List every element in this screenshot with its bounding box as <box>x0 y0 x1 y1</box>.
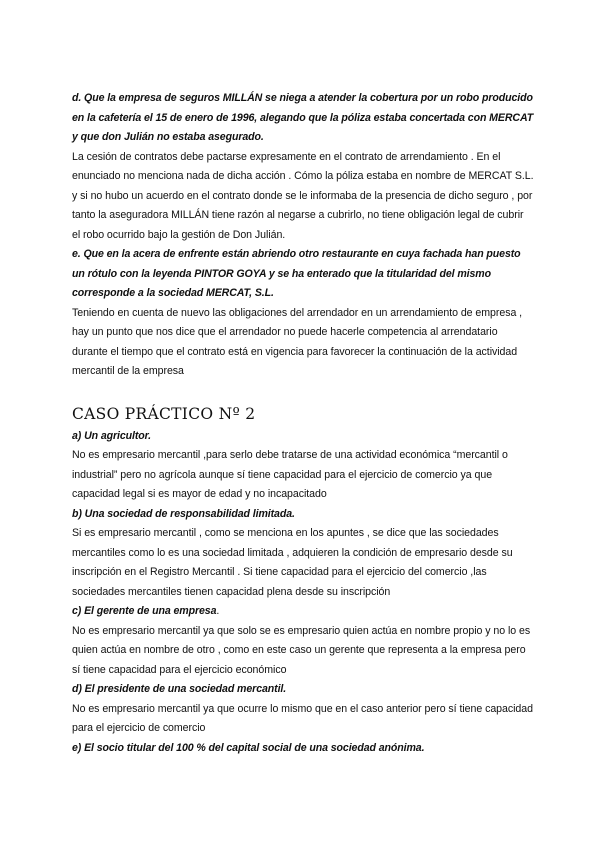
answer-e: Teniendo en cuenta de nuevo las obligaciones del arrendador en un arrendamiento de empresa , hay un punto que nos dice que el arrendador no puede hacerle competencia al arrendatario durante el tiempo que el contrato está en vigencia para favorecer la continuación de la actividad mercantil de la empresa <box>72 306 523 377</box>
case-title: CASO PRÁCTICO Nº 2 <box>72 404 256 423</box>
item-b-question: b) Una sociedad de responsabilidad limitada. <box>72 507 295 520</box>
item-a-answer: No es empresario mercantil ,para serlo debe tratarse de una actividad económica “mercantil o industrial” pero no agrícola aunque sí tiene capacidad para el ejercicio de comercio ya que capacidad legal si es mayor de edad y no incapacitado <box>72 449 508 500</box>
answer-d: La cesión de contratos debe pactarse expresamente en el contrato de arrendamiento . En el enunciado no menciona nada de dicha acción . Cómo la póliza estaba en nombre de MERCAT S.L. y si no hubo un acuerdo en el contrato donde se le informaba de la presencia de dicho seguro , por tanto la aseguradora MILLÁN tiene razón al negarse a cubrirlo, no tiene obligación legal de cubrir el robo ocurrido bajo la gestión de Don Julián. <box>72 150 534 241</box>
item-c-question <box>72 602 534 622</box>
item-e-question: e) El socio titular del 100 % del capital social de una sociedad anónima. <box>72 741 425 754</box>
item-c-question-suffix: . <box>216 605 220 617</box>
item-c-question-text: c) El gerente de una empresa <box>72 605 217 617</box>
item-c-answer: No es empresario mercantil ya que solo se es empresario quien actúa en nombre propio y no lo es quien actúa en nombre de otro , como en este caso un gerente que representa a la empresa pero sí tiene capacidad para el ejercicio económico <box>72 624 531 676</box>
item-a-question: a) Un agricultor. <box>72 429 151 442</box>
question-d: d. Que la empresa de seguros MILLÁN se niega a atender la cobertura por un robo producido en la cafetería el 15 de enero de 1996, alegando que la póliza estaba concertada con MERCAT y que don Julián no estaba asegurado. <box>72 92 534 143</box>
question-e: e. Que en la acera de enfrente están abriendo otro restaurante en cuya fachada han puesto un rótulo con la leyenda PINTOR GOYA y se ha enterado que la titularidad del mismo corresponde a la sociedad MERCAT, S.L. <box>72 248 521 299</box>
document-body <box>72 89 534 758</box>
item-d-answer: No es empresario mercantil ya que ocurre lo mismo que en el caso anterior pero sí tiene capacidad para el ejercicio de comercio <box>72 702 533 734</box>
item-d-question: d) El presidente de una sociedad mercantil. <box>72 683 287 695</box>
item-b-answer: Si es empresario mercantil , como se menciona en los apuntes , se dice que las sociedades mercantiles como lo es una sociedad limitada , adquieren la condición de empresario desde su inscripción en el Registro Mercantil . Si tiene capacidad para el ejercicio del comercio ,las sociedades mercantiles tienen capacidad plena desde su inscripción <box>72 527 513 598</box>
